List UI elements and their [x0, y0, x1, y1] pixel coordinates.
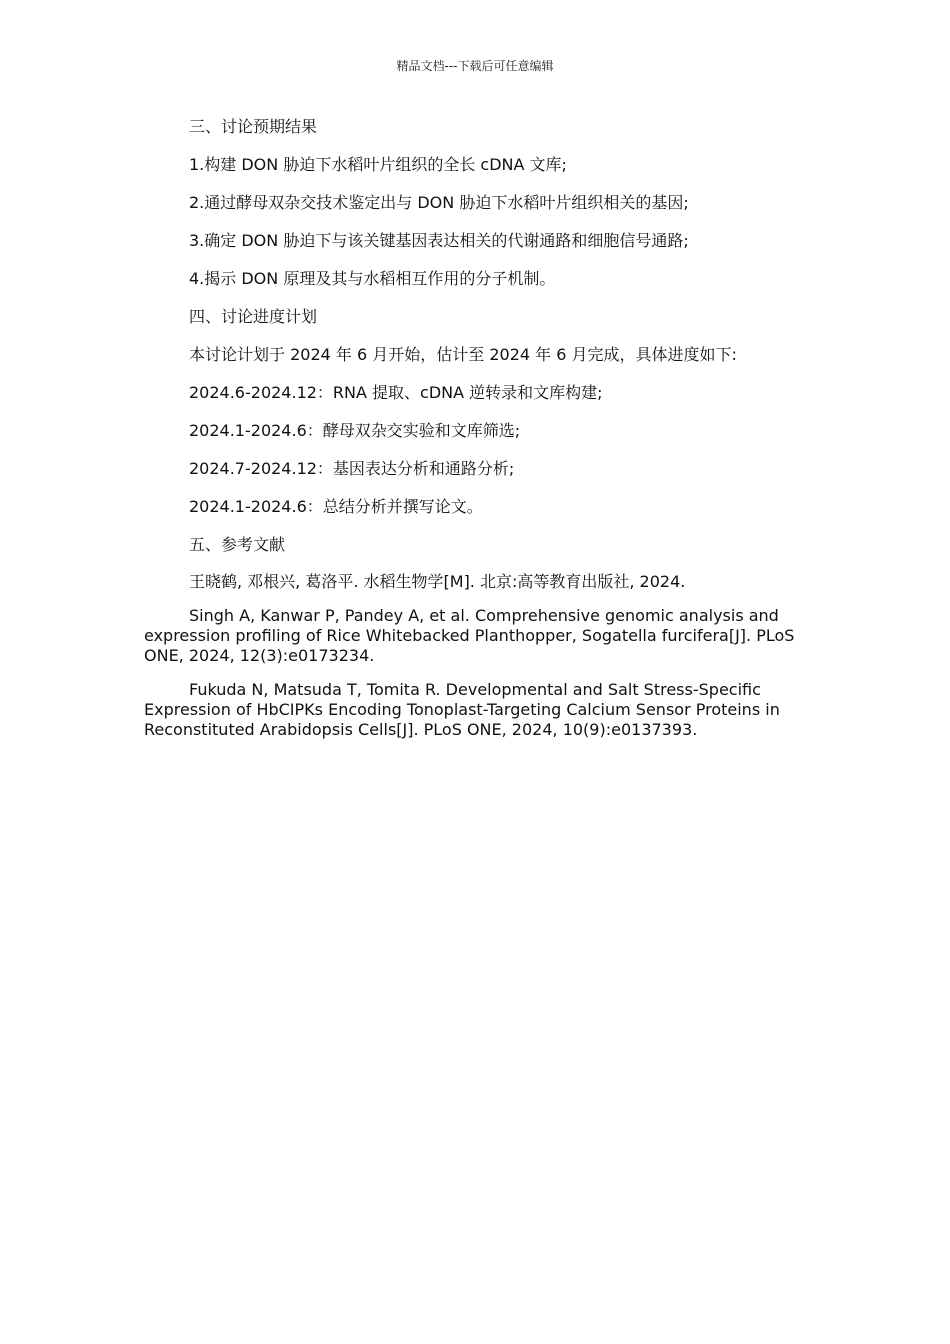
schedule-item: 2024.1-2024.6：酵母双杂交实验和文库筛选;: [189, 421, 521, 440]
section-heading-expected-results: 三、讨论预期结果: [189, 117, 318, 136]
expected-result-item: 4.揭示 DON 原理及其与水稻相互作用的分子机制。: [189, 269, 556, 288]
schedule-intro: 本讨论计划于 2024 年 6 月开始，估计至 2024 年 6 月完成，具体进度如下:: [189, 345, 737, 364]
schedule-item: 2024.6-2024.12：RNA 提取、cDNA 逆转录和文库构建;: [189, 383, 603, 402]
expected-result-item: 1.构建 DON 胁迫下水稻叶片组织的全长 cDNA 文库;: [189, 155, 567, 174]
page-header: 精品文档---下载后可任意编辑: [396, 59, 554, 73]
section-heading-schedule: 四、讨论进度计划: [189, 307, 318, 326]
schedule-item: 2024.7-2024.12：基因表达分析和通路分析;: [189, 459, 515, 478]
section-heading-references: 五、参考文献: [189, 535, 286, 554]
reference-item: Fukuda N, Matsuda T, Tomita R. Developmental and Salt Stress-Specific Expression of HbCIPKs Encoding Tonoplast-Targeting Calcium Sensor Proteins in Reconstituted Arabidopsis Cells[J]. PLoS ONE, 2024, 10(9):e0137393.: [144, 680, 780, 739]
reference-item: Singh A, Kanwar P, Pandey A, et al. Comprehensive genomic analysis and expression profiling of Rice Whitebacked Planthopper, Sogatella furcifera[J]. PLoS ONE, 2024, 12(3):e0173234.: [144, 606, 795, 665]
reference-item: 王晓鹤, 邓根兴, 葛洛平. 水稻生物学[M]. 北京:高等教育出版社, 2024.: [189, 572, 686, 591]
expected-result-item: 2.通过酵母双杂交技术鉴定出与 DON 胁迫下水稻叶片组织相关的基因;: [189, 193, 689, 212]
document-body: [144, 116, 804, 754]
schedule-item: 2024.1-2024.6：总结分析并撰写论文。: [189, 497, 483, 516]
expected-result-item: 3.确定 DON 胁迫下与该关键基因表达相关的代谢通路和细胞信号通路;: [189, 231, 689, 250]
